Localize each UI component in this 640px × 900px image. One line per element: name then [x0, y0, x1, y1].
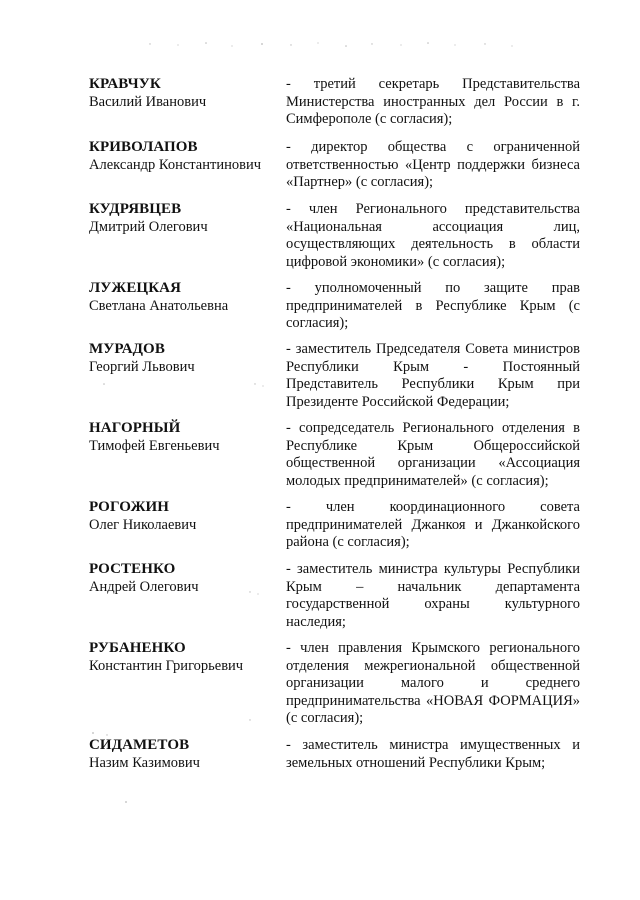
member-surname: МУРАДОВ — [89, 341, 165, 357]
member-surname: РУБАНЕНКО — [89, 640, 186, 656]
member-surname: КРИВОЛАПОВ — [89, 139, 198, 155]
member-surname: НАГОРНЫЙ — [89, 420, 181, 436]
member-role: - директор общества с ограниченной ответственностью «Центр поддержки бизнеса «Партнер» (с согласия); — [286, 139, 580, 190]
member-role: - заместитель министра культуры Республики Крым – начальник департамента государственной охраны культурного наследия; — [286, 561, 580, 630]
member-role: - член правления Крымского регионального отделения межрегиональной общественной организации малого и среднего предпринимательства «НОВАЯ ФОРМАЦИЯ» (с согласия); — [286, 640, 580, 726]
member-role: - член координационного совета предпринимателей Джанкоя и Джанкойского района (с согласия); — [286, 499, 580, 550]
member-given-name: Олег Николаевич — [89, 517, 197, 533]
member-given-name: Светлана Анатольевна — [89, 298, 229, 314]
member-given-name: Василий Иванович — [89, 94, 207, 110]
member-surname: КУДРЯВЦЕВ — [89, 201, 182, 217]
member-surname: СИДАМЕТОВ — [89, 737, 190, 753]
member-role: - сопредседатель Регионального отделения в Республике Крым Общероссийской общественной организации «Ассоциация молодых предпринимателей» (с согласия); — [286, 420, 580, 489]
member-given-name: Александр Константинович — [89, 157, 261, 173]
member-role: - заместитель Председателя Совета министров Республики Крым - Постоянный Представитель Республики Крым при Президенте Российской Федерации; — [286, 341, 580, 410]
member-surname: РОСТЕНКО — [89, 561, 176, 577]
member-role: - третий секретарь Представительства Министерства иностранных дел России в г. Симферополе (с согласия); — [286, 76, 580, 127]
member-role: - уполномоченный по защите прав предпринимателей в Республике Крым (с согласия); — [286, 280, 580, 331]
member-surname: ЛУЖЕЦКАЯ — [89, 280, 182, 296]
member-given-name: Назим Казимович — [89, 755, 200, 771]
member-given-name: Тимофей Евгеньевич — [89, 438, 220, 454]
member-given-name: Константин Григорьевич — [89, 658, 244, 674]
member-surname: КРАВЧУК — [89, 76, 161, 92]
member-surname: РОГОЖИН — [89, 499, 170, 515]
member-role: - заместитель министра имущественных и земельных отношений Республики Крым; — [286, 737, 580, 771]
member-given-name: Дмитрий Олегович — [89, 219, 208, 235]
member-given-name: Андрей Олегович — [89, 579, 199, 595]
member-given-name: Георгий Львович — [89, 359, 195, 375]
member-role: - член Регионального представительства «Национальная ассоциация лиц, осуществляющих деятельность в области цифровой экономики» (с согласия); — [286, 201, 580, 270]
